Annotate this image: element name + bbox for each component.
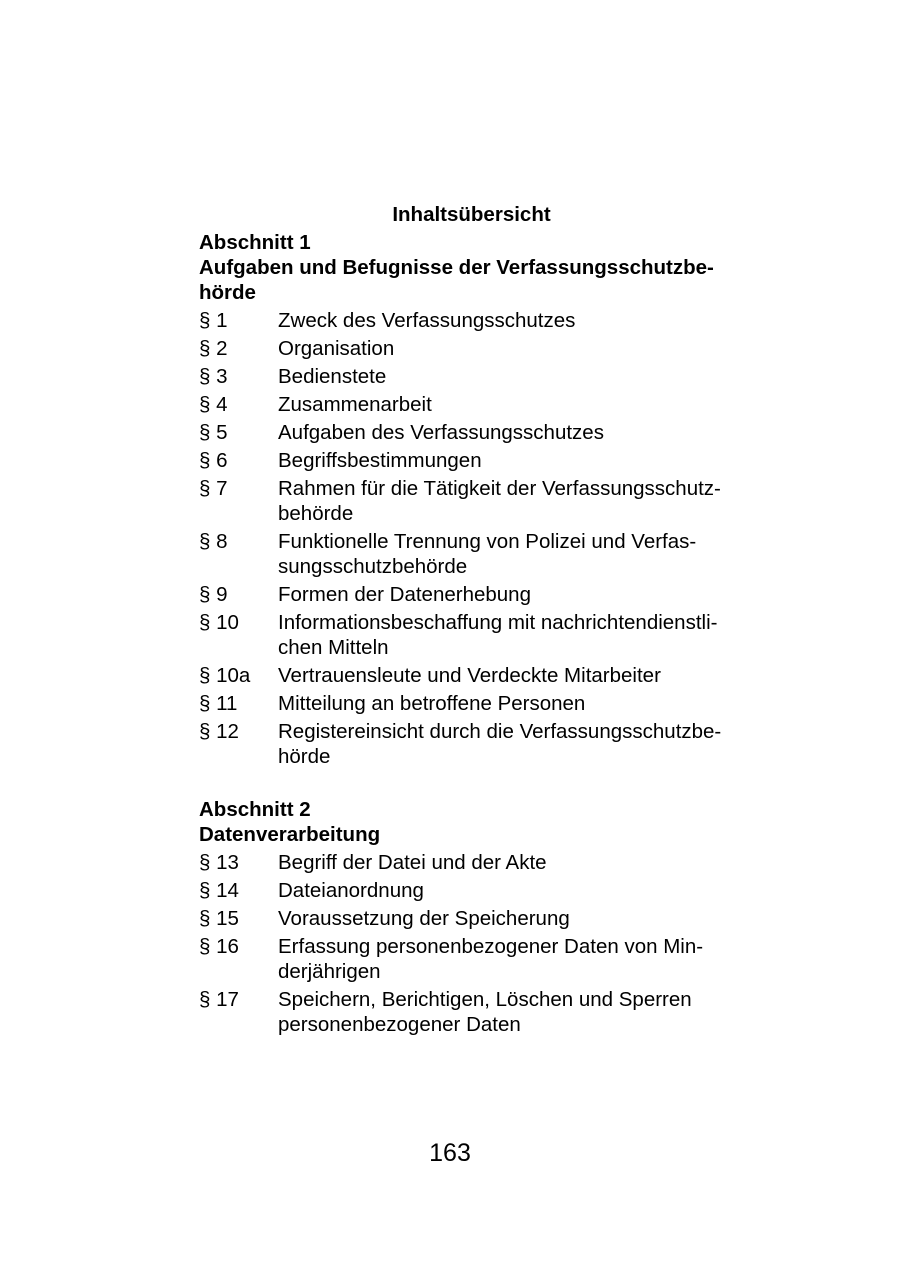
entry-title xyxy=(278,691,744,716)
entry-number: § 8 xyxy=(199,530,228,553)
entry-title xyxy=(278,476,744,526)
toc-entry xyxy=(199,582,744,607)
entry-title xyxy=(278,719,744,769)
section-heading xyxy=(199,822,744,847)
entry-number: § 9 xyxy=(199,583,228,606)
toc-entry xyxy=(199,364,744,389)
entry-title xyxy=(278,336,744,361)
entry-title-line: sungsschutzbehörde xyxy=(278,555,468,578)
entry-number: § 10 xyxy=(199,611,239,634)
entry-title xyxy=(278,364,744,389)
entry-title xyxy=(278,610,744,660)
section-gap xyxy=(199,772,744,797)
entry-number: § 16 xyxy=(199,935,239,958)
section-heading-line: Aufgaben und Befugnisse der Verfassungsschutzbe- xyxy=(199,256,714,279)
entry-title-line: derjährigen xyxy=(278,960,381,983)
entry-title-line: Aufgaben des Verfassungsschutzes xyxy=(278,421,604,444)
toc-entry xyxy=(199,934,744,984)
section-label: Abschnitt 1 xyxy=(199,231,311,254)
toc-entry xyxy=(199,987,744,1037)
entry-title xyxy=(278,308,744,333)
table-of-contents xyxy=(199,202,744,1040)
entry-title xyxy=(278,934,744,984)
entry-number: § 14 xyxy=(199,879,239,902)
entry-title-line: Speichern, Berichtigen, Löschen und Sperren xyxy=(278,988,692,1011)
entry-title-line: behörde xyxy=(278,502,354,525)
entry-title-line: Bedienstete xyxy=(278,365,387,388)
entry-title-line: Begriff der Datei und der Akte xyxy=(278,851,547,874)
entry-title-line: Erfassung personenbezogener Daten von Min- xyxy=(278,935,704,958)
entry-number: § 4 xyxy=(199,393,228,416)
entry-number: § 13 xyxy=(199,851,239,874)
toc-entry xyxy=(199,850,744,875)
entry-number: § 12 xyxy=(199,720,239,743)
toc-entry xyxy=(199,878,744,903)
entry-title-line: Voraussetzung der Speicherung xyxy=(278,907,570,930)
entry-number: § 15 xyxy=(199,907,239,930)
toc-entry xyxy=(199,336,744,361)
toc-entry xyxy=(199,906,744,931)
entry-title xyxy=(278,420,744,445)
entry-title-line: Zweck des Verfassungsschutzes xyxy=(278,309,576,332)
section-heading-line: Datenverarbeitung xyxy=(199,823,381,846)
entry-title xyxy=(278,448,744,473)
toc-entry xyxy=(199,691,744,716)
entry-number: § 6 xyxy=(199,449,228,472)
entry-title-line: personenbezogener Daten xyxy=(278,1013,521,1036)
entry-number: § 5 xyxy=(199,421,228,444)
entry-title xyxy=(278,906,744,931)
toc-entry xyxy=(199,529,744,579)
toc-title: Inhaltsübersicht xyxy=(392,203,551,226)
entry-title xyxy=(278,878,744,903)
entry-title-line: chen Mitteln xyxy=(278,636,389,659)
entry-title-line: Mitteilung an betroffene Personen xyxy=(278,692,586,715)
entry-title xyxy=(278,987,744,1037)
entry-title xyxy=(278,529,744,579)
toc-section xyxy=(199,797,744,1037)
toc-entry xyxy=(199,610,744,660)
entry-number: § 10a xyxy=(199,664,251,687)
toc-entry xyxy=(199,448,744,473)
toc-section xyxy=(199,230,744,769)
entry-title xyxy=(278,850,744,875)
section-heading-line: hörde xyxy=(199,281,256,304)
toc-entry xyxy=(199,476,744,526)
entry-title-line: Rahmen für die Tätigkeit der Verfassungsschutz- xyxy=(278,477,721,500)
page-number: 163 xyxy=(429,1139,471,1167)
entry-title-line: Zusammenarbeit xyxy=(278,393,432,416)
entry-number: § 7 xyxy=(199,477,228,500)
entry-title-line: Funktionelle Trennung von Polizei und Verfas- xyxy=(278,530,697,553)
entry-title-line: Begriffsbestimmungen xyxy=(278,449,482,472)
entry-title-line: Formen der Datenerhebung xyxy=(278,583,531,606)
toc-entry xyxy=(199,392,744,417)
toc-entry xyxy=(199,420,744,445)
toc-entry xyxy=(199,663,744,688)
entry-number: § 11 xyxy=(199,692,238,715)
section-label: Abschnitt 2 xyxy=(199,798,311,821)
toc-entry xyxy=(199,308,744,333)
entry-title xyxy=(278,392,744,417)
entry-title xyxy=(278,582,744,607)
toc-sections xyxy=(199,230,744,1037)
entry-number: § 17 xyxy=(199,988,239,1011)
entry-title-line: Vertrauensleute und Verdeckte Mitarbeiter xyxy=(278,664,661,687)
entry-number: § 1 xyxy=(199,309,228,332)
entry-title-line: Organisation xyxy=(278,337,395,360)
entry-title-line: Informationsbeschaffung mit nachrichtendienstli- xyxy=(278,611,718,634)
entry-number: § 2 xyxy=(199,337,228,360)
entry-title-line: Registereinsicht durch die Verfassungsschutzbe- xyxy=(278,720,722,743)
entry-title-line: hörde xyxy=(278,745,331,768)
entry-title-line: Dateianordnung xyxy=(278,879,424,902)
section-heading xyxy=(199,255,744,305)
entry-title xyxy=(278,663,744,688)
entry-number: § 3 xyxy=(199,365,228,388)
toc-entry xyxy=(199,719,744,769)
